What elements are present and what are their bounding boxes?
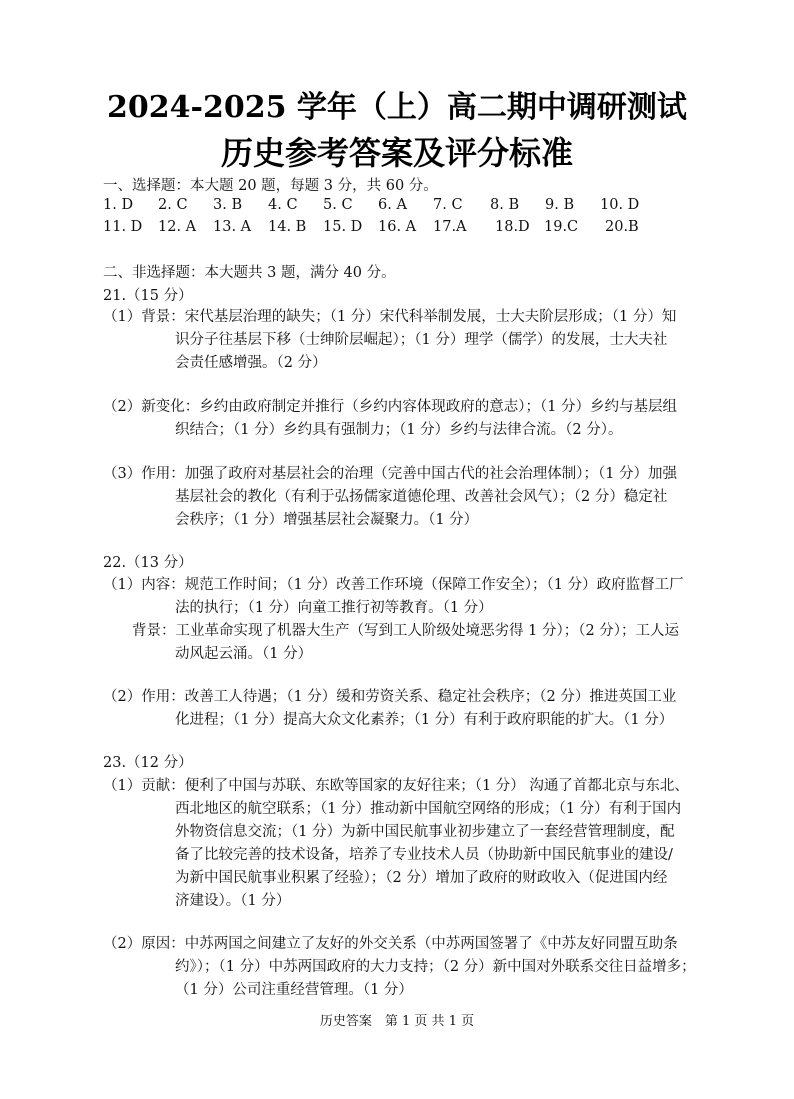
mc-answer: 5. C <box>323 197 353 213</box>
section2-heading: 二、非选择题：本大题共 3 题，满分 40 分。 <box>103 265 396 281</box>
q23-part2-line: 约》）；（1 分）中苏两国政府的大力支持；（2 分）新中国对外联系交往日益增多； <box>175 959 696 975</box>
mc-answer: 7. C <box>433 197 463 213</box>
q23-part1-line: （1）贡献：便利了中国与苏联、东欧等国家的友好往来；（1 分） 沟通了首都北京与东北、 <box>103 778 689 794</box>
q22-part2-line: 化进程；（1 分）提高大众文化素养；（1 分）有利于政府职能的扩大。（1 分） <box>175 712 674 728</box>
mc-answer: 18.D <box>495 219 530 235</box>
mc-answer: 20.B <box>605 219 639 235</box>
q23-part1-line: 备了比较完善的技术设备，培养了专业技术人员（协助新中国民航事业的建设/ <box>175 847 673 863</box>
q23-part2-line: （2）原因：中苏两国之间建立了友好的外交关系（中苏两国签署了《中苏友好同盟互助条 <box>103 936 678 952</box>
question-23-label: 23.（12 分） <box>103 755 193 771</box>
mc-answer: 17.A <box>433 219 467 235</box>
mc-answer: 3. B <box>213 197 243 213</box>
q21-part1-line: （1）背景：宋代基层治理的缺失；（1 分）宋代科举制发展，士大夫阶层形成；（1 分）知 <box>103 309 677 325</box>
mc-answer: 1. D <box>103 197 134 213</box>
q22-background-line: 背景：工业革命实现了机器大生产（写到工人阶级处境恶劣得 1 分）；（2 分）；工人运 <box>132 623 680 639</box>
mc-answer: 6. A <box>378 197 407 213</box>
page-subtitle: 历史参考答案及评分标准 <box>220 134 573 172</box>
mc-answer: 8. B <box>490 197 520 213</box>
q23-part1-line: 西北地区的航空联系；（1 分）推动新中国航空网络的形成；（1 分）有利于国内 <box>175 801 682 817</box>
mc-answer: 2. C <box>158 197 188 213</box>
mc-answer: 10. D <box>600 197 640 213</box>
q22-background-line: 动风起云涌。（1 分） <box>175 646 313 662</box>
mc-answer: 11. D <box>103 219 143 235</box>
section1-heading: 一、选择题：本大题 20 题，每题 3 分，共 60 分。 <box>103 178 438 194</box>
q23-part1-line: 济建设）。（1 分） <box>175 893 291 909</box>
q22-part1-line: 法的执行；（1 分）向童工推行初等教育。（1 分） <box>175 600 493 616</box>
mc-answer: 13. A <box>213 219 252 235</box>
q21-part1-line: 识分子往基层下移（士绅阶层崛起）；（1 分）理学（儒学）的发展，士大夫社 <box>175 332 668 348</box>
mc-answer: 15. D <box>323 219 363 235</box>
q21-part2-line: 织结合；（1 分）乡约具有强制力；（1 分）乡约与法律合流。（2 分）。 <box>175 422 623 438</box>
q21-part3-line: 基层社会的教化（有利于弘扬儒家道德伦理、改善社会风气）；（2 分）稳定社 <box>175 489 668 505</box>
mc-answer: 19.C <box>544 219 579 235</box>
page-title: 2024-2025 学年（上）高二期中调研测试 <box>107 90 687 125</box>
q23-part1-line: 为新中国民航事业积累了经验）；（2 分）增加了政府的财政收入（促进国内经 <box>175 870 668 886</box>
q23-part2-line: （1 分）公司注重经营管理。（1 分） <box>175 982 413 998</box>
mc-answer: 14. B <box>268 219 307 235</box>
mc-answer: 16. A <box>378 219 417 235</box>
question-22-label: 22.（13 分） <box>103 555 193 571</box>
mc-answer: 4. C <box>268 197 298 213</box>
page-footer: 历史答案 第 1 页 共 1 页 <box>319 1014 475 1029</box>
q21-part3-line: （3）作用：加强了政府对基层社会的治理（完善中国古代的社会治理体制）；（1 分）加强 <box>103 466 678 482</box>
q21-part2-line: （2）新变化：乡约由政府制定并推行（乡约内容体现政府的意志）；（1 分）乡约与基层组 <box>103 399 678 415</box>
question-21-label: 21.（15 分） <box>103 288 193 304</box>
q22-part2-line: （2）作用：改善工人待遇；（1 分）缓和劳资关系、稳定社会秩序；（2 分）推进英国工业 <box>103 689 677 705</box>
q21-part3-line: 会秩序；（1 分）增强基层社会凝聚力。（1 分） <box>175 512 479 528</box>
mc-answer: 9. B <box>545 197 575 213</box>
q23-part1-line: 外物资信息交流；（1 分）为新中国民航事业初步建立了一套经营管理制度，配 <box>175 824 675 840</box>
q21-part1-line: 会责任感增强。（2 分） <box>175 355 327 371</box>
mc-answer: 12. A <box>158 219 197 235</box>
q22-part1-line: （1）内容：规范工作时间；（1 分）改善工作环境（保障工作安全）；（1 分）政府监督工厂 <box>103 577 684 593</box>
